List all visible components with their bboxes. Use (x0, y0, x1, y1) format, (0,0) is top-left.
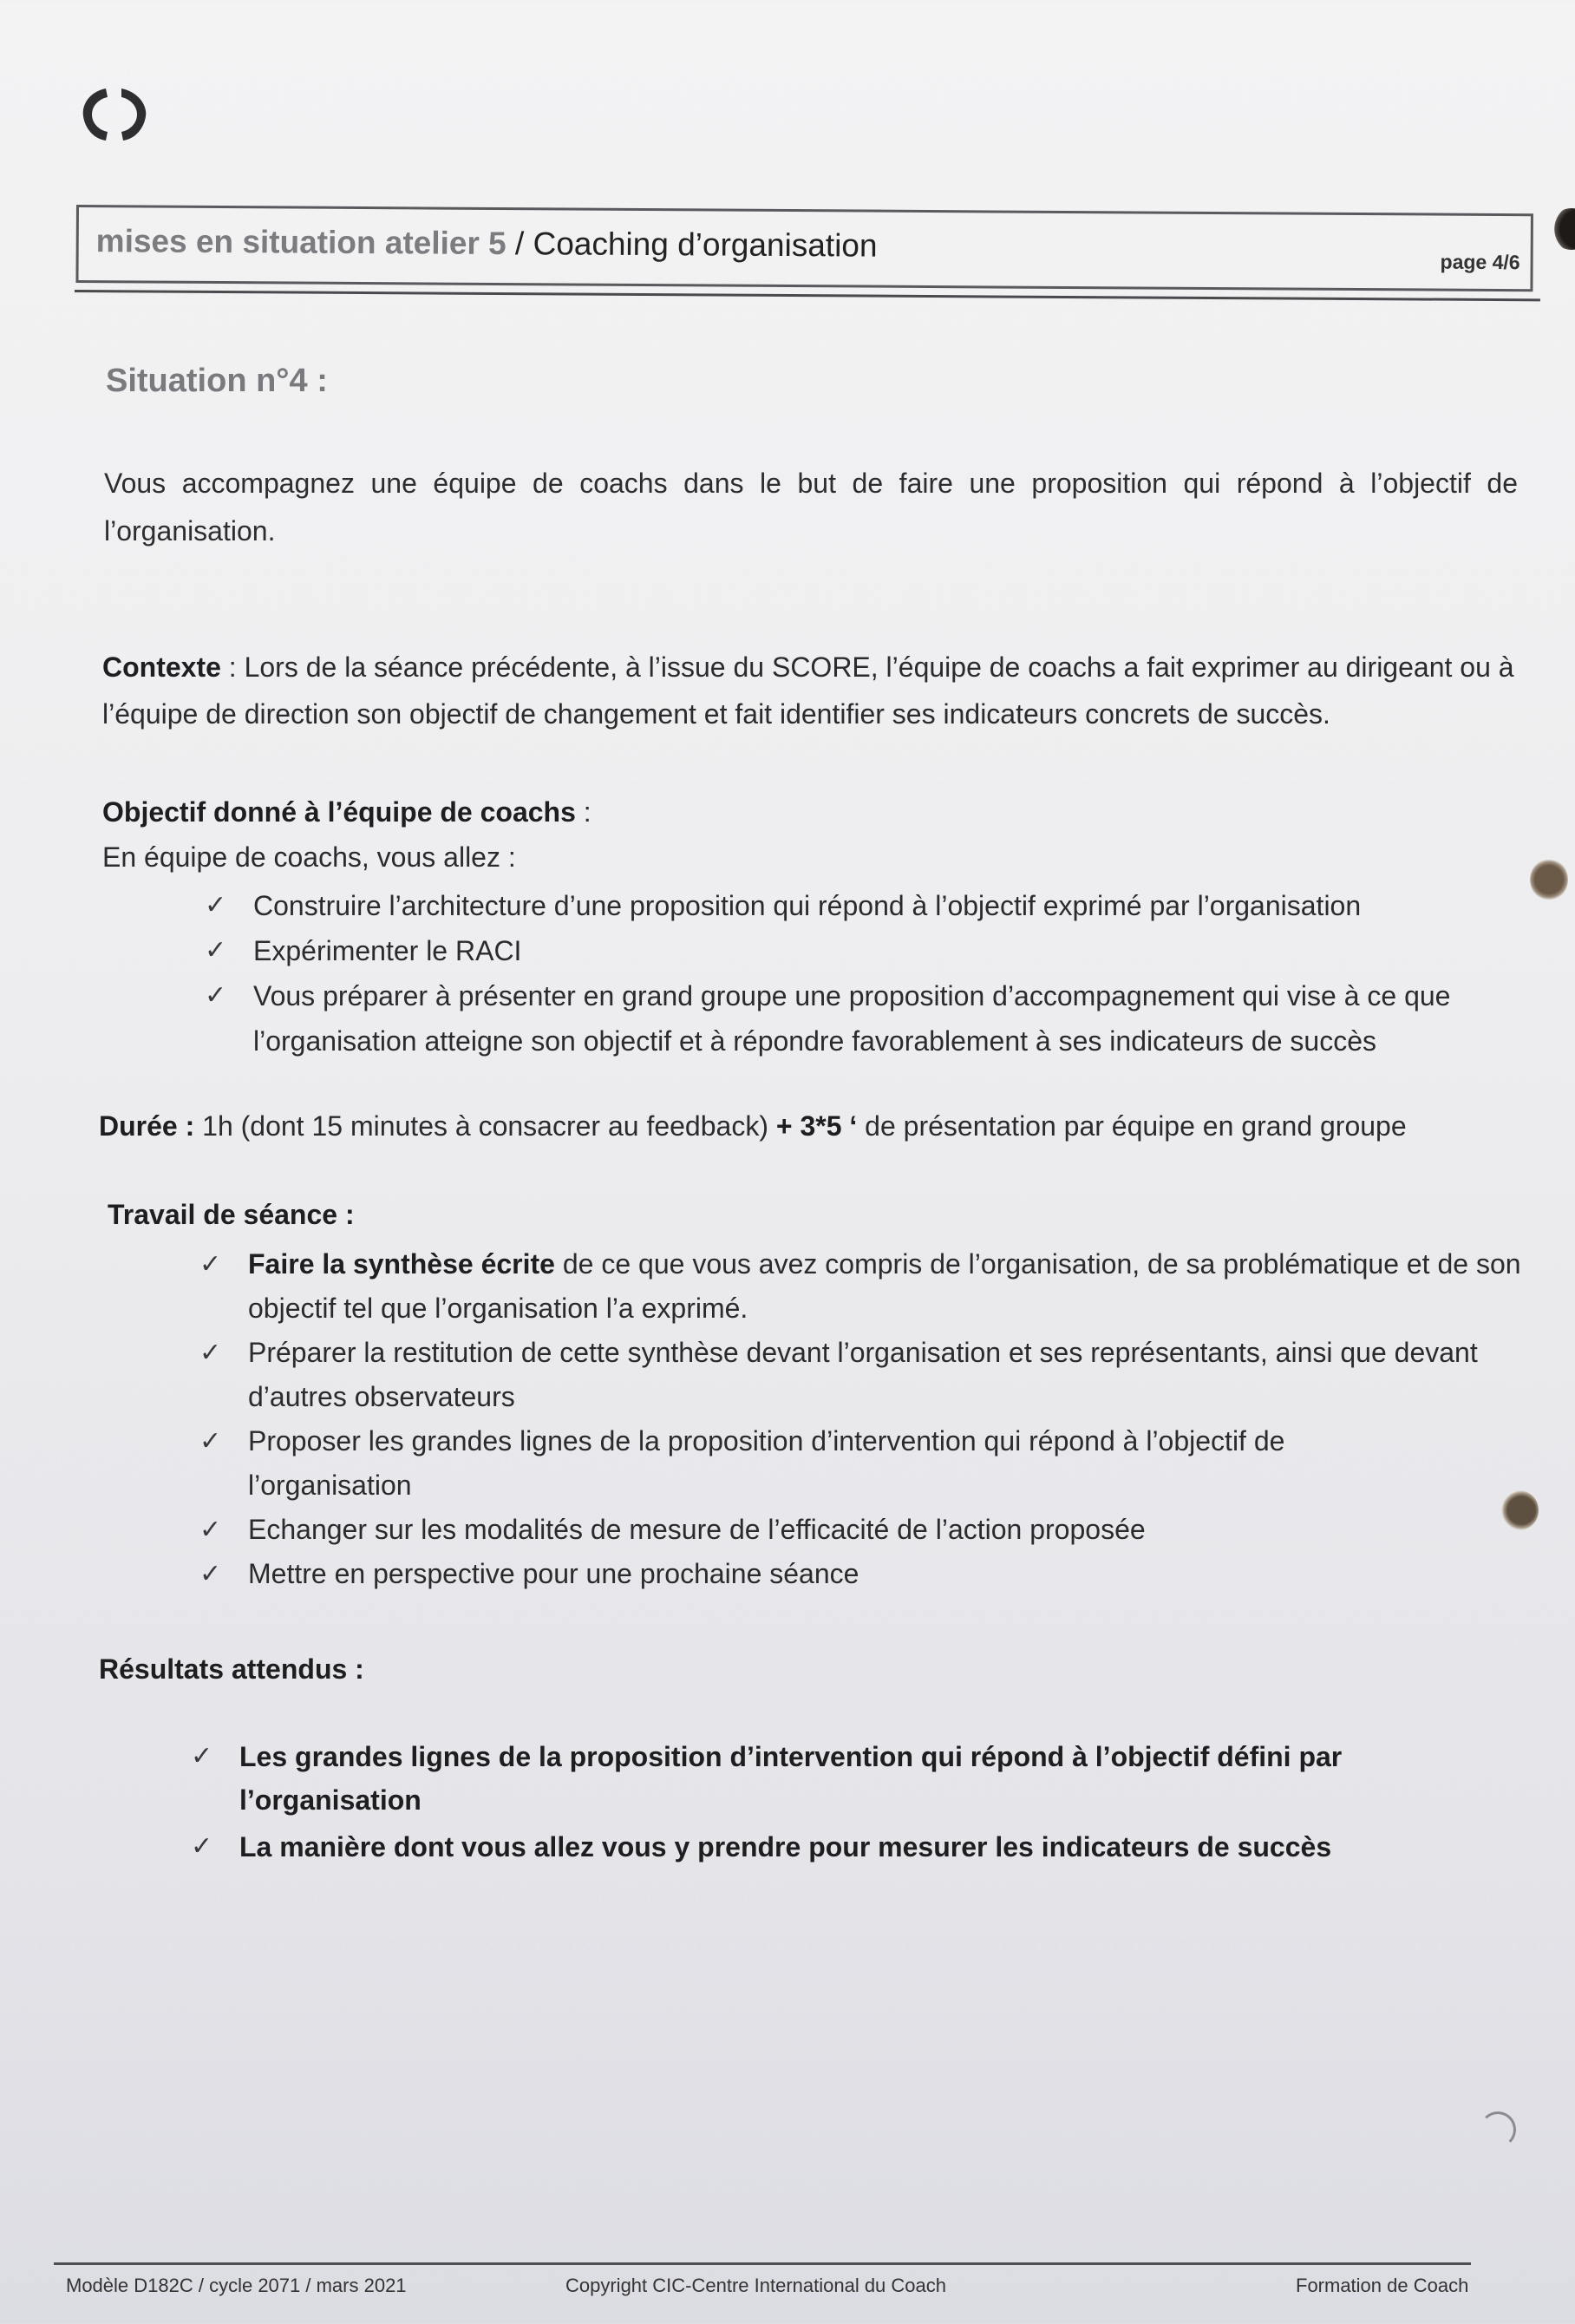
contexte-label: Contexte (102, 651, 221, 683)
list-item (199, 1419, 1575, 1508)
footer-formation: Formation de Coach (1296, 2275, 1469, 2296)
list-item-text: de ce que vous avez compris de l’organisation, de sa problématique et de son objectif tel que l’organisation l’a exprimé. (248, 1248, 1521, 1324)
resultats-section (99, 1646, 1521, 1869)
list-item (199, 1508, 1575, 1552)
list-item-text: Préparer la restitution de cette synthèse devant l’organisation et ses représentants, ainsi que devant d’autres observateurs (248, 1337, 1478, 1412)
punch-hole-decoration (1551, 208, 1575, 250)
header-title-topic: / Coaching d’organisation (506, 226, 878, 264)
footer-rule (54, 2262, 1471, 2265)
objectif-section (102, 789, 1525, 1064)
check-icon: ✓ (205, 891, 227, 920)
duree-section (99, 1103, 1521, 1149)
objectif-list (205, 883, 1575, 1064)
check-icon: ✓ (199, 1560, 222, 1588)
header-underline (75, 290, 1540, 301)
duree-bold: + 3*5 ‘ (775, 1110, 858, 1142)
check-icon: ✓ (205, 936, 227, 965)
resultats-list (191, 1735, 1454, 1869)
travail-label: Travail de séance : (108, 1199, 355, 1230)
list-item-text: Vous préparer à présenter en grand groupe une proposition d’accompagnement qui vise à ce que l’organisation atteigne son objectif et à répondre favorablement à ses indicateurs de succès (253, 980, 1451, 1057)
header-box (75, 205, 1533, 291)
page-number: page 4/6 (1440, 250, 1520, 274)
duree-rest: de présentation par équipe en grand groupe (857, 1110, 1407, 1142)
footer-copyright: Copyright CIC-Centre International du Coach (565, 2275, 947, 2296)
check-icon: ✓ (199, 1250, 222, 1279)
check-icon: ✓ (199, 1427, 222, 1456)
objectif-label: Objectif donné à l’équipe de coachs (102, 796, 576, 828)
list-item (199, 1331, 1575, 1419)
travail-list (199, 1242, 1575, 1596)
header-title (96, 223, 878, 265)
punch-hole-decoration (1530, 859, 1568, 900)
list-item (191, 1735, 1454, 1822)
list-item (199, 1242, 1575, 1331)
list-item-text: Expérimenter le RACI (253, 935, 522, 966)
logo-icon (80, 83, 149, 146)
list-item-text: Mettre en perspective pour une prochaine séance (248, 1558, 859, 1589)
list-item (205, 883, 1575, 928)
list-item-text: La manière dont vous allez vous y prendre pour mesurer les indicateurs de succès (239, 1831, 1332, 1862)
punch-hole-decoration (1500, 1490, 1539, 1530)
duree-label: Durée : (99, 1110, 195, 1142)
list-item-text: Construire l’architecture d’une proposition qui répond à l’objectif exprimé par l’organisation (253, 890, 1362, 921)
intro-paragraph: Vous accompagnez une équipe de coachs dans le but de faire une proposition qui répond à l’objectif de l’organisation. (104, 468, 1518, 547)
list-item (205, 928, 1575, 973)
list-item-text: Echanger sur les modalités de mesure de l’efficacité de l’action proposée (248, 1514, 1146, 1545)
duree-text: 1h (dont 15 minutes à consacrer au feedback) (194, 1110, 776, 1142)
situation-title: Situation n°4 : (106, 363, 328, 399)
travail-section (108, 1192, 1530, 1596)
list-item-text: Proposer les grandes lignes de la proposition d’intervention qui répond à l’objectif de l’organisation (248, 1425, 1285, 1501)
footer-model: Modèle D182C / cycle 2071 / mars 2021 (66, 2275, 407, 2296)
contexte-section (102, 644, 1525, 737)
list-item (199, 1552, 1575, 1596)
check-icon: ✓ (199, 1339, 222, 1367)
contexte-text: : Lors de la séance précédente, à l’issue du SCORE, l’équipe de coachs a fait exprimer au dirigeant ou à l’équipe de direction son objectif de changement et fait identifier ses indicateurs concrets de succès. (102, 651, 1514, 730)
list-item-bold: Faire la synthèse écrite (248, 1248, 555, 1280)
list-item (191, 1825, 1454, 1869)
resultats-label: Résultats attendus : (99, 1653, 364, 1685)
check-icon: ✓ (191, 1742, 213, 1771)
list-item (205, 973, 1575, 1064)
check-icon: ✓ (205, 981, 227, 1010)
header-title-series: mises en situation atelier 5 (95, 223, 506, 262)
list-item-text: Les grandes lignes de la proposition d’intervention qui répond à l’objectif défini par l’organisation (239, 1741, 1343, 1816)
objectif-suffix: : (575, 796, 591, 828)
check-icon: ✓ (199, 1516, 222, 1544)
punch-hole-decoration (1480, 2111, 1516, 2148)
check-icon: ✓ (191, 1832, 213, 1861)
objectif-intro: En équipe de coachs, vous allez : (102, 841, 516, 873)
